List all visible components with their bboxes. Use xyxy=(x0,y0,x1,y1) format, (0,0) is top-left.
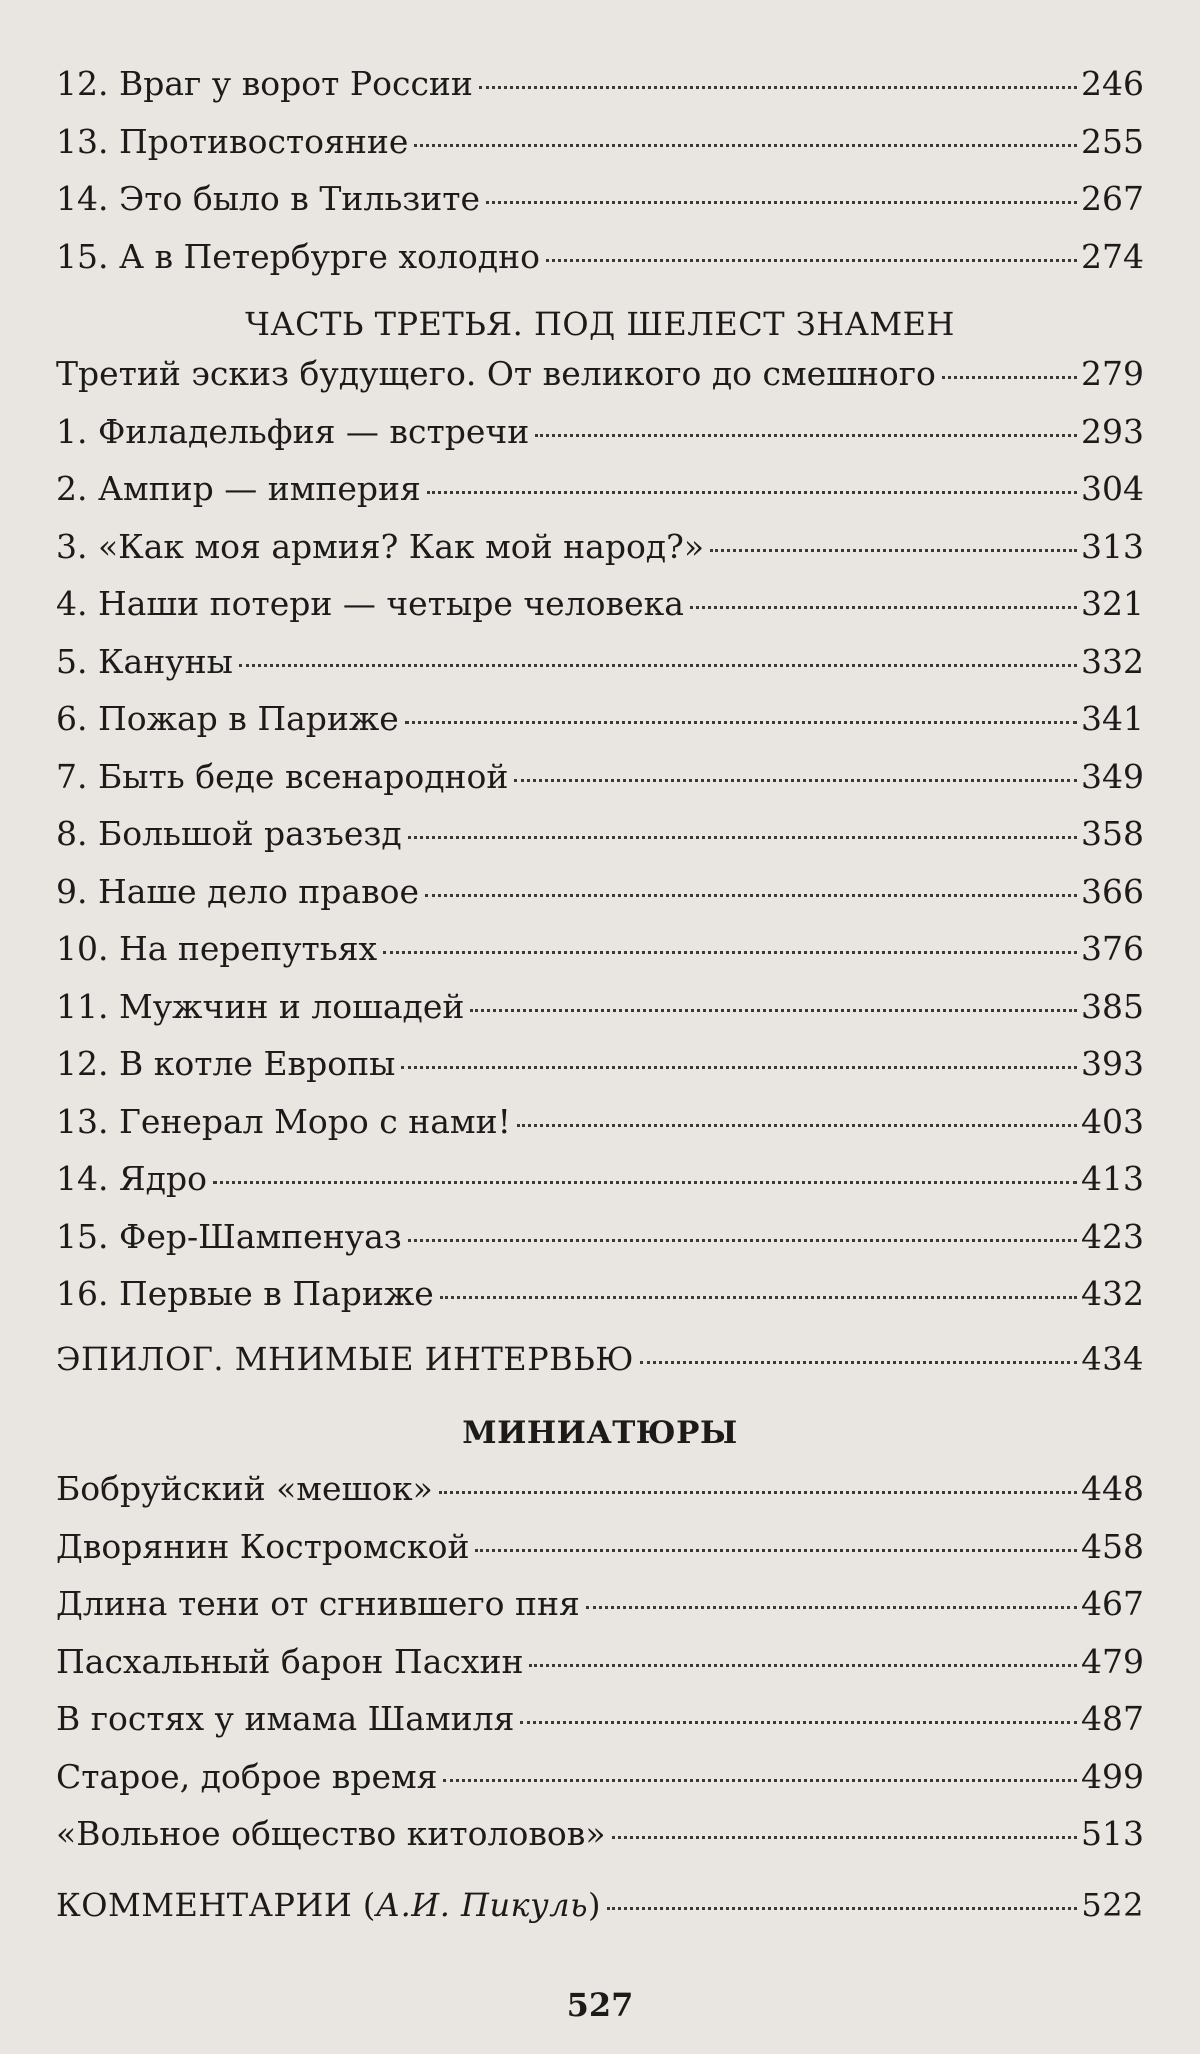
toc-entry xyxy=(56,1159,1144,1217)
toc-entry-page: 267 xyxy=(1081,179,1144,218)
toc-entry-title: Дворянин Костромской xyxy=(56,1526,470,1566)
toc-entry xyxy=(56,527,1144,585)
toc-section-part-three xyxy=(56,354,1144,1332)
toc-entry-page: 313 xyxy=(1081,526,1144,566)
dot-leader xyxy=(529,1664,1077,1667)
dot-leader xyxy=(486,201,1077,204)
toc-entry xyxy=(56,987,1144,1045)
toc-entry-page: 432 xyxy=(1081,1274,1144,1313)
dot-leader xyxy=(710,549,1077,552)
toc-entry-title: Пасхальный барон Пасхин xyxy=(56,1641,524,1681)
dot-leader xyxy=(514,779,1077,782)
toc-entry-title: В гостях у имама Шамиля xyxy=(56,1699,515,1738)
dot-leader xyxy=(401,1066,1077,1069)
toc-entry-page: 341 xyxy=(1081,699,1144,738)
toc-entry-page: 499 xyxy=(1081,1756,1144,1796)
toc-entry xyxy=(56,354,1144,412)
toc-entry-page: 349 xyxy=(1081,756,1144,796)
toc-entry xyxy=(56,584,1144,642)
toc-entry-title: 11. Мужчин и лошадей xyxy=(56,986,465,1026)
toc-entry-page: 513 xyxy=(1081,1814,1144,1853)
toc-entry-title: 16. Первые в Париже xyxy=(56,1274,434,1313)
toc-entry-page: 293 xyxy=(1081,411,1144,451)
toc-entry xyxy=(56,122,1144,180)
toc-entry-title: 8. Большой разъезд xyxy=(56,814,402,853)
toc-entry xyxy=(56,1217,1144,1275)
toc-entry-page: 522 xyxy=(1081,1885,1144,1924)
toc-section-miniatures xyxy=(56,1469,1144,1872)
toc-entry-title: 3. «Как моя армия? Как мой народ?» xyxy=(56,526,705,566)
toc-entry-title: 12. В котле Европы xyxy=(56,1044,396,1083)
toc-entry-title: 7. Быть беде всенародной xyxy=(56,756,509,796)
toc-entry-title: 12. Враг у ворот России xyxy=(56,64,473,103)
toc-entry-page: 403 xyxy=(1081,1101,1144,1141)
dot-leader xyxy=(408,1239,1077,1242)
toc-entry xyxy=(56,1757,1144,1815)
toc-entry xyxy=(56,1102,1144,1160)
toc-entry-title: «Вольное общество китоловов» xyxy=(56,1814,606,1853)
toc-entry-page: 279 xyxy=(1081,354,1144,393)
toc-entry xyxy=(56,1642,1144,1700)
dot-leader xyxy=(586,1606,1077,1609)
dot-leader xyxy=(546,259,1077,262)
toc-entry-title: 4. Наши потери — четыре человека xyxy=(56,584,684,623)
toc-entry-title: 9. Наше дело правое xyxy=(56,871,420,911)
toc-entry-page: 385 xyxy=(1081,986,1144,1026)
toc-entry-page: 246 xyxy=(1081,64,1144,103)
miniatures-heading: МИНИАТЮРЫ xyxy=(462,1415,738,1451)
commentary-title-close: ) xyxy=(588,1885,601,1924)
toc-entry xyxy=(56,469,1144,527)
toc-entry-title: 2. Ампир — империя xyxy=(56,469,421,508)
toc-entry-page: 413 xyxy=(1081,1159,1144,1198)
dot-leader xyxy=(440,1296,1077,1299)
toc-entry-page: 255 xyxy=(1081,121,1144,161)
toc-entry-page: 358 xyxy=(1081,814,1144,853)
dot-leader xyxy=(942,376,1077,379)
dot-leader xyxy=(520,1721,1077,1724)
dot-leader xyxy=(443,1779,1077,1782)
toc-entry xyxy=(56,1814,1144,1872)
dot-leader xyxy=(383,951,1077,954)
toc-entry-page: 366 xyxy=(1081,871,1144,911)
toc-entry xyxy=(56,1274,1144,1332)
toc-entry-title: Длина тени от сгнившего пня xyxy=(56,1584,580,1623)
toc-entry xyxy=(56,814,1144,872)
toc-entry xyxy=(56,872,1144,930)
toc-entry xyxy=(56,1699,1144,1757)
toc-entry-title: 14. Это было в Тильзите xyxy=(56,179,481,218)
dot-leader xyxy=(517,1124,1077,1127)
dot-leader xyxy=(405,721,1077,724)
toc-entry-page: 332 xyxy=(1081,641,1144,681)
toc-entry xyxy=(56,237,1144,295)
dot-leader xyxy=(470,1009,1077,1012)
toc-entry-commentary xyxy=(56,1886,1144,1944)
toc-entry-title: Старое, доброе время xyxy=(56,1756,438,1796)
toc-entry-title: 1. Филадельфия — встречи xyxy=(56,411,530,451)
commentary-author: А.И. Пикуль xyxy=(375,1885,589,1924)
toc-entry xyxy=(56,64,1144,122)
toc-entry-title: 15. Фер-Шампенуаз xyxy=(56,1216,402,1256)
page-number-folio: 527 xyxy=(566,1986,634,2024)
toc-entry-title: 5. Кануны xyxy=(56,641,233,681)
dot-leader xyxy=(427,491,1077,494)
toc-entry-title: 10. На перепутьях xyxy=(56,929,378,968)
toc-entry xyxy=(56,929,1144,987)
dot-leader xyxy=(690,606,1077,609)
toc-entry-title: 13. Генерал Моро с нами! xyxy=(56,1101,511,1141)
toc-entry-page: 434 xyxy=(1081,1339,1144,1378)
toc-entry-page: 467 xyxy=(1081,1584,1144,1623)
toc-entry xyxy=(56,1044,1144,1102)
dot-leader xyxy=(408,836,1077,839)
toc-entry-page: 458 xyxy=(1081,1526,1144,1566)
toc-entry-page: 274 xyxy=(1081,236,1144,276)
toc-entry xyxy=(56,757,1144,815)
toc-entry-title: 6. Пожар в Париже xyxy=(56,699,399,738)
toc-entry-title xyxy=(56,1886,601,1924)
toc-entry-page: 321 xyxy=(1081,584,1144,623)
part-three-heading: ЧАСТЬ ТРЕТЬЯ. ПОД ШЕЛЕСТ ЗНАМЕН xyxy=(245,305,955,343)
toc-entry xyxy=(56,1584,1144,1642)
dot-leader xyxy=(213,1181,1077,1184)
toc-entry-title: Третий эскиз будущего. От великого до смешного xyxy=(56,354,936,393)
toc-entry xyxy=(56,642,1144,700)
toc-entry-page: 448 xyxy=(1081,1469,1144,1508)
toc-entry-title: 14. Ядро xyxy=(56,1159,207,1198)
dot-leader xyxy=(475,1549,1077,1552)
toc-entry-title: Бобруйский «мешок» xyxy=(56,1469,433,1508)
dot-leader xyxy=(414,144,1077,147)
dot-leader xyxy=(425,894,1077,897)
toc-entry xyxy=(56,699,1144,757)
toc-entry-page: 479 xyxy=(1081,1641,1144,1681)
toc-entry xyxy=(56,1469,1144,1527)
dot-leader xyxy=(439,1491,1077,1494)
dot-leader xyxy=(239,664,1077,667)
toc-entry xyxy=(56,412,1144,470)
toc-entry-page: 423 xyxy=(1081,1216,1144,1256)
toc-entry-title: 15. А в Петербурге холодно xyxy=(56,236,540,276)
commentary-title-plain: КОММЕНТАРИИ ( xyxy=(56,1885,376,1924)
toc-entry-page: 376 xyxy=(1081,929,1144,968)
dot-leader xyxy=(612,1836,1077,1839)
toc-entry-page: 393 xyxy=(1081,1044,1144,1083)
dot-leader xyxy=(640,1361,1077,1364)
toc-entry-page: 304 xyxy=(1081,469,1144,508)
toc-section-top xyxy=(56,64,1144,294)
dot-leader xyxy=(479,86,1077,89)
toc-entry xyxy=(56,1527,1144,1585)
dot-leader xyxy=(607,1907,1077,1910)
toc-entry-page: 487 xyxy=(1081,1699,1144,1738)
toc-entry-title: 13. Противостояние xyxy=(56,121,409,161)
toc-entry xyxy=(56,179,1144,237)
toc-entry-title: ЭПИЛОГ. МНИМЫЕ ИНТЕРВЬЮ xyxy=(56,1339,634,1378)
dot-leader xyxy=(535,434,1077,437)
toc-entry-epilogue xyxy=(56,1340,1144,1398)
